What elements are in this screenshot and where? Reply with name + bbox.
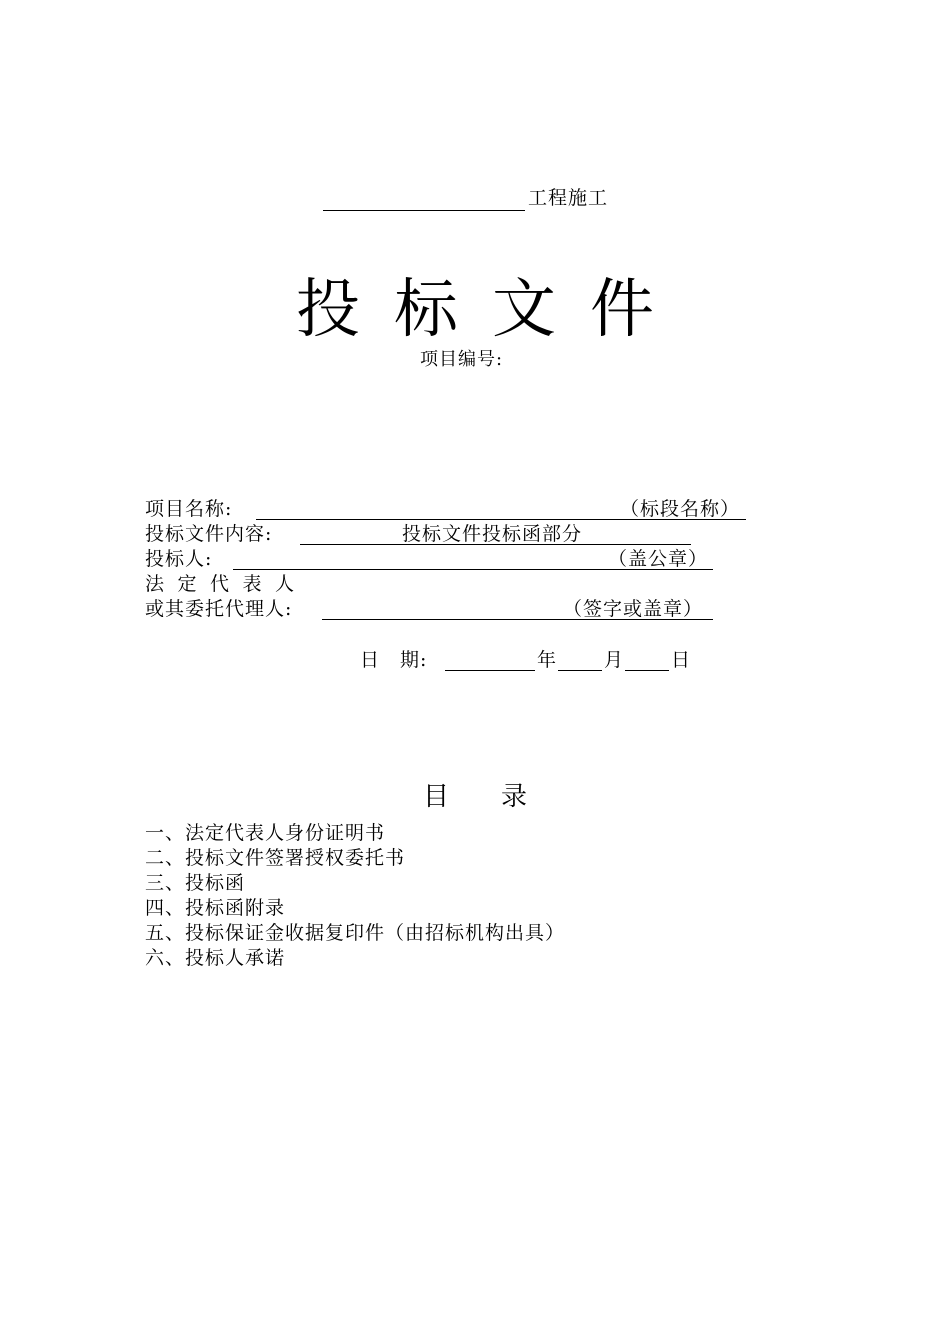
project-name-blank-line [323,210,525,211]
representative-note: （签字或盖章） [563,598,704,620]
content-value: 投标文件投标函部分 [402,523,583,545]
project-number-label: 项目编号: [420,349,504,370]
content-label: 投标文件内容: [145,523,273,545]
toc-item: 五、投标保证金收据复印件（由招标机构出具） [145,922,566,944]
toc-item: 二、投标文件签署授权委托书 [145,847,406,869]
header-suffix: 工程施工 [528,187,609,209]
date-month-label: 月 [604,649,625,671]
toc-item: 四、投标函附录 [145,897,286,919]
date-year-label: 年 [537,649,558,671]
date-label: 日 期: [360,649,428,671]
representative-label-line2: 或其委托代理人: [145,598,293,620]
toc-list [145,821,565,971]
date-month-underline [558,670,602,671]
date-year-underline [445,670,535,671]
toc-item: 一、法定代表人身份证明书 [145,822,386,844]
date-day-label: 日 [671,649,692,671]
document-title: 投标文件 [296,273,688,347]
bidder-note: （盖公章） [608,548,709,570]
toc-title: 目录 [422,782,579,812]
date-day-underline [625,670,669,671]
toc-item: 三、投标函 [145,872,246,894]
project-name-note: （标段名称） [620,498,741,520]
representative-label-line1: 法定代表人 [145,573,308,595]
toc-item: 六、投标人承诺 [145,947,286,969]
bidder-label: 投标人: [145,548,213,570]
project-name-label: 项目名称: [145,498,233,520]
